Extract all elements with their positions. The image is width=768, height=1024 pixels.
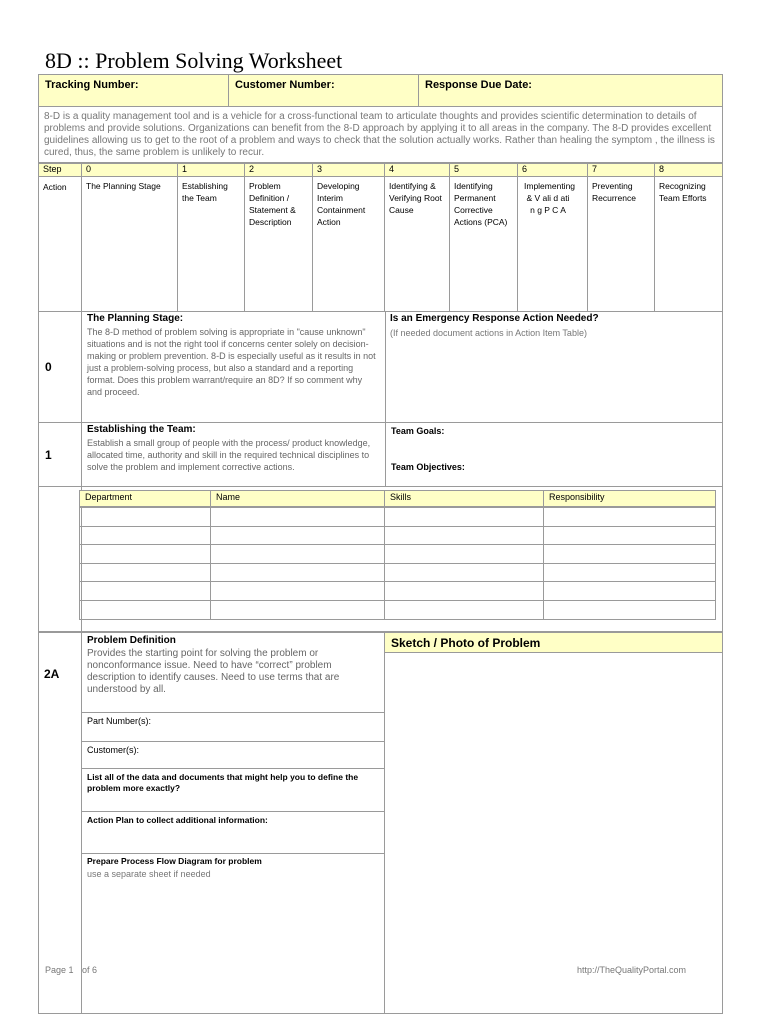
action-cell-3: Developing Interim Containment Action (317, 181, 366, 227)
team-goals-label: Team Goals: (391, 426, 445, 436)
step-number-7: 7 (592, 164, 598, 174)
action-cell-6: Implementing & V ali d ati n g P C A (524, 181, 576, 215)
step-number-3: 3 (317, 164, 323, 174)
section-0-heading: The Planning Stage: (87, 313, 184, 324)
divider (81, 768, 384, 769)
divider (81, 312, 82, 423)
team-table-row (79, 526, 716, 546)
section-2a-number: 2A (44, 667, 60, 681)
section-0-number: 0 (45, 360, 52, 374)
section-2a-heading: Problem Definition (87, 635, 176, 646)
divider (385, 312, 386, 423)
footer-url: http://TheQualityPortal.com (577, 965, 687, 975)
team-table-row (79, 544, 716, 564)
customer-number-label: Customer Number: (235, 79, 335, 91)
divider (81, 632, 82, 1014)
customers-label: Customer(s): (87, 745, 140, 755)
team-column-department: Department (85, 492, 133, 502)
step-number-5: 5 (454, 164, 460, 174)
action-cell-7: Preventing Recurrence (592, 181, 636, 203)
step-number-2: 2 (249, 164, 255, 174)
action-label: Action (43, 182, 67, 192)
emergency-note: (If needed document actions in Action Item Table) (390, 328, 587, 338)
tracking-number-label: Tracking Number: (45, 79, 139, 91)
response-due-date-label: Response Due Date: (425, 79, 532, 91)
action-cell-5: Identifying Permanent Corrective Actions (PCA) (454, 181, 508, 227)
flow-diagram-label: Prepare Process Flow Diagram for problem (87, 856, 262, 866)
team-table-row (79, 581, 716, 601)
divider (81, 741, 384, 742)
intro-text: 8-D is a quality management tool and is a vehicle for a cross-functional team to articulate thoughts and provides scientific determination to details of problems and provide solutions. Organizations can benefit from the 8-D approach by applying it to all areas in the company. The 8-D provides excellent guidelines allowing us to get to the root of a problem and ways to check that the solution actually works. Rather than healing the symptom , the illness is cured, thus, the same problem is unlikely to recur. (44, 111, 715, 158)
divider (81, 811, 384, 812)
section-1-number: 1 (45, 448, 52, 462)
team-table-row (79, 507, 716, 527)
team-column-skills: Skills (390, 492, 412, 502)
team-column-responsibility: Responsibility (549, 492, 605, 502)
sketch-heading: Sketch / Photo of Problem (391, 636, 541, 650)
section-2a-body: Provides the starting point for solving the problem or nonconformance issue. Need to have “correct” problem description to identify causes. Need to use terms that are understood by all. (87, 648, 340, 695)
team-table-row (79, 600, 716, 620)
divider (210, 490, 211, 620)
step-number-4: 4 (389, 164, 395, 174)
action-cell-1: Establishing the Team (182, 181, 228, 203)
divider (81, 423, 82, 487)
data-documents-label: List all of the data and documents that might help you to define the problem more exactly? (87, 772, 359, 793)
step-number-6: 6 (522, 164, 528, 174)
divider (384, 632, 385, 1014)
action-cell-2: Problem Definition / Statement & Description (249, 181, 296, 227)
step-number-8: 8 (659, 164, 665, 174)
team-column-name: Name (216, 492, 241, 502)
page-number-prefix: Page 1 (45, 965, 74, 975)
divider (81, 712, 384, 713)
part-numbers-label: Part Number(s): (87, 716, 152, 726)
section-0-body: The 8-D method of problem solving is appropriate in "cause unknown" situations and is not the right tool if concerns center solely on decision-making or problem prevention. 8-D is especially useful as it results in not just a problem-solving process, but also a standard and a reporting format. Does this problem warrant/require an 8D? If so comment why and proceed. (87, 327, 376, 397)
section-1-body: Establish a small group of people with the process/ product knowledge, allocated time, authority and skill in the required technical disciplines to solve the problem and implement corrective actions. (87, 438, 371, 472)
divider (385, 423, 386, 487)
action-plan-label: Action Plan to collect additional information: (87, 815, 268, 825)
page-title: 8D :: Problem Solving Worksheet (45, 48, 343, 73)
team-table-row (79, 563, 716, 583)
emergency-heading: Is an Emergency Response Action Needed? (390, 313, 599, 324)
step-label: Step (43, 164, 62, 174)
step-number-1: 1 (182, 164, 188, 174)
action-cell-0: The Planning Stage (86, 181, 161, 191)
step-number-0: 0 (86, 164, 92, 174)
page-number-suffix: of 6 (82, 965, 98, 975)
action-cell-4: Identifying & Verifying Root Cause (389, 181, 442, 215)
divider (81, 853, 384, 854)
action-cell-8: Recognizing Team Efforts (659, 181, 707, 203)
divider (543, 490, 544, 620)
section-1-heading: Establishing the Team: (87, 424, 196, 435)
divider (384, 490, 385, 620)
team-objectives-label: Team Objectives: (391, 462, 465, 472)
flow-diagram-note: use a separate sheet if needed (87, 869, 211, 879)
